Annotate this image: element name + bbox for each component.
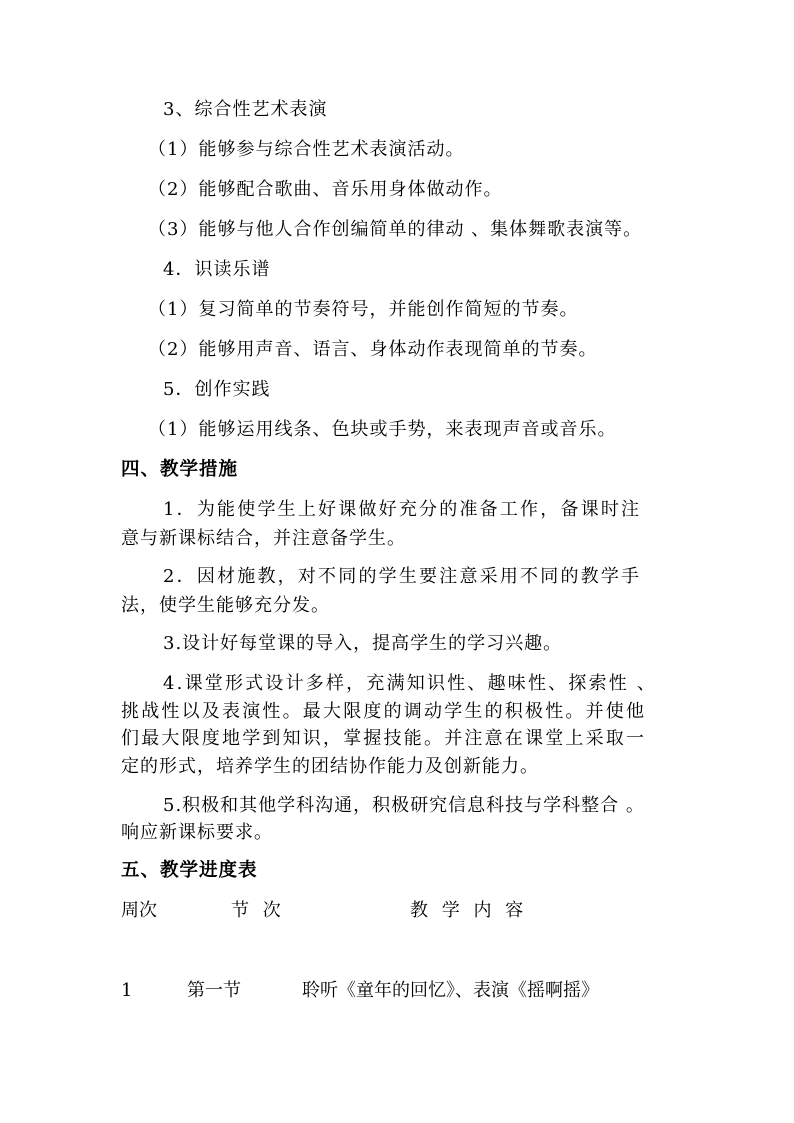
measures-p5-line-2: 响应新课标要求。 [121, 822, 273, 843]
schedule-header-week: 周次 [121, 900, 157, 921]
measures-p4-line-4: 定的形式，培养学生的团结协作能力及创新能力。 [121, 756, 539, 777]
measures-p2-line-2: 法，使学生能够充分发。 [121, 595, 330, 616]
schedule-heading: 五、教学进度表 [121, 860, 258, 881]
section-5-title: 5．创作实践 [163, 379, 271, 400]
measures-p5-line-1: 5.积极和其他学科沟通，积极研究信息科技与学科整合 。 [163, 795, 645, 816]
measures-p1-line-2: 意与新课标结合，并注意备学生。 [121, 528, 406, 549]
measures-p4-line-1: 4.课堂形式设计多样，充满知识性、趣味性、探索性 、 [163, 673, 658, 694]
measures-heading: 四、教学措施 [121, 459, 239, 480]
section-5-item-1: （1）能够运用线条、色块或手势，来表现声音或音乐。 [148, 419, 617, 440]
section-3-item-3: （3）能够与他人合作创编简单的律动 、集体舞歌表演等。 [148, 219, 643, 240]
measures-p4-line-2: 挑战性以及表演性。最大限度的调动学生的积极性。并使他 [121, 701, 647, 722]
measures-p2-line-1: 2．因材施教，对不同的学生要注意采用不同的教学手 [163, 566, 642, 587]
section-4-title: 4．识读乐谱 [163, 259, 271, 280]
schedule-row-1-section: 第一节 [187, 980, 241, 1001]
section-3-item-2: （2）能够配合歌曲、音乐用身体做动作。 [148, 179, 503, 200]
schedule-header-section: 节 次 [231, 900, 285, 921]
schedule-row-1-week: 1 [121, 980, 133, 1001]
section-4-item-2: （2）能够用声音、语言、身体动作表现简单的节奏。 [148, 339, 598, 360]
measures-p1-line-1: 1．为能使学生上好课做好充分的准备工作，备课时注 [163, 499, 642, 520]
measures-p3-line-1: 3.设计好每堂课的导入，提高学生的学习兴趣。 [163, 633, 563, 654]
section-4-item-1: （1）复习简单的节奏符号，并能创作简短的节奏。 [148, 299, 579, 320]
measures-p4-line-3: 们最大限度地学到知识，掌握技能。并注意在课堂上采取一 [121, 728, 647, 749]
schedule-header-content: 教 学 内 容 [410, 900, 528, 921]
section-3-title: 3、综合性艺术表演 [163, 99, 328, 120]
schedule-row-1-content: 聆听《童年的回忆》、表演《摇啊摇》 [302, 980, 599, 1001]
section-3-item-1: （1）能够参与综合性艺术表演活动。 [148, 139, 465, 160]
